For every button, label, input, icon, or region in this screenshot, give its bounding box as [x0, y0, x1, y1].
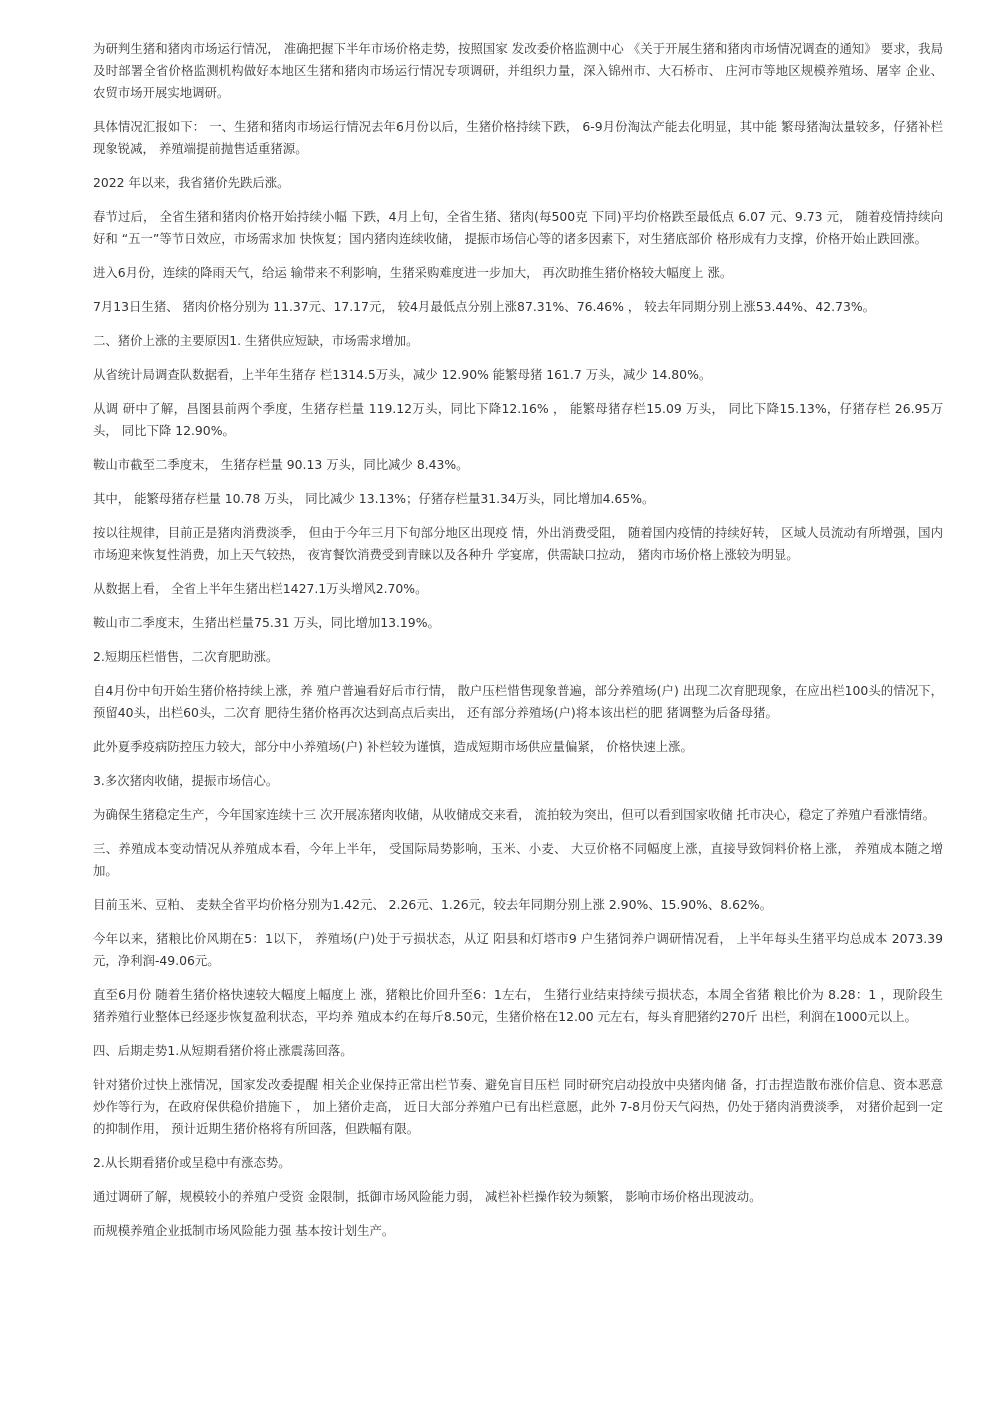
- paragraph: 从数据上看， 全省上半年生猪出栏1427.1万头增风2.70%。: [93, 581, 428, 596]
- paragraph: 目前玉米、豆粕、 麦麸全省平均价格分别为1.42元、 2.26元、1.26元，较去年同期分别上涨 2.90%、15.90%、8.62%。: [93, 897, 773, 912]
- paragraph: 按以往规律，目前正是猪肉消费淡季， 但由于今年三月下旬部分地区出现疫 情，外出消费受阻， 随着国内疫情的持续好转， 区域人员流动有所增强，国内市场迎来恢复性消费，加上天气较热， 夜宵餐饮消费受到青睐以及各种升 学宴席，供需缺口拉动， 猪肉市场价格上涨较为明显。: [93, 525, 943, 562]
- paragraph: 从调 研中了解，昌图县前两个季度，生猪存栏量 119.12万头，同比下降12.16% ， 能繁母猪存栏15.09 万头， 同比下降15.13%，仔猪存栏 26.95万头， 同比下降 12.90%。: [93, 401, 943, 438]
- section-heading: 三、养殖成本变动情况从养殖成本看，今年上半年， 受国际局势影响，玉米、小麦、 大豆价格不同幅度上涨，直接导致饲料价格上涨， 养殖成本随之增加。: [93, 841, 943, 878]
- section-heading: 二、猪价上涨的主要原因1. 生猪供应短缺，市场需求增加。: [93, 333, 419, 348]
- paragraph: 7月13日生猪、 猪肉价格分别为 11.37元、17.17元， 较4月最低点分别上涨87.31%、76.46% ， 较去年同期分别上涨53.44%、42.73%。: [93, 299, 875, 314]
- paragraph: 今年以来，猪粮比价风期在5：1以下， 养殖场(户)处于亏损状态，从辽 阳县和灯塔市9 户生猪饲养户调研情况看， 上半年每头生猪平均总成本 2073.39元，净利润-49.06元。: [93, 931, 943, 968]
- paragraph: 其中， 能繁母猪存栏量 10.78 万头， 同比减少 13.13%；仔猪存栏量31.34万头，同比增加4.65%。: [93, 491, 655, 506]
- sub-heading: 2.短期压栏惜售，二次育肥助涨。: [93, 649, 279, 664]
- paragraph: 此外夏季疫病防控压力较大，部分中小养殖场(户) 补栏较为谨慎，造成短期市场供应量偏紧， 价格快速上涨。: [93, 739, 693, 754]
- paragraph: 针对猪价过快上涨情况，国家发改委提醒 相关企业保持正常出栏节奏、避免盲目压栏 同时研究启动投放中央猪肉储 备，打击捏造散布涨价信息、资本恶意炒作等行为，在政府保供稳价措施下 ， 加上猪价走高， 近日大部分养殖户已有出栏意愿，此外 7-8月份天气闷热，仍处于猪肉消费淡季， 对猪价起到一定的抑制作用， 预计近期生猪价格将有所回落，但跌幅有限。: [93, 1077, 943, 1136]
- paragraph: 而规模养殖企业抵制市场风险能力强 基本按计划生产。: [93, 1223, 395, 1238]
- document-body: [93, 38, 943, 1254]
- paragraph: 2022 年以来，我省猪价先跌后涨。: [93, 175, 290, 190]
- paragraph: 鞍山市二季度末，生猪出栏量75.31 万头，同比增加13.19%。: [93, 615, 440, 630]
- paragraph: 从省统计局调查队数据看，上半年生猪存 栏1314.5万头，减少 12.90% 能繁母猪 161.7 万头，减少 14.80%。: [93, 367, 712, 382]
- paragraph: 自4月份中旬开始生猪价格持续上涨，养 殖户普遍看好后市行情， 散户压栏惜售现象普遍，部分养殖场(户) 出现二次育肥现象，在应出栏100头的情况下， 预留40头，出栏60头，二次育 肥待生猪价格再次达到高点后卖出， 还有部分养殖场(户)将本该出栏的肥 猪调整为后备母猪。: [93, 683, 943, 720]
- paragraph: 为确保生猪稳定生产，今年国家连续十三 次开展冻猪肉收储，从收储成交来看， 流拍较为突出，但可以看到国家收储 托市决心，稳定了养殖户看涨情绪。: [93, 807, 935, 822]
- paragraph: 具体情况汇报如下： 一、生猪和猪肉市场运行情况去年6月份以后，生猪价格持续下跌， 6-9月份淘汰产能去化明显，其中能 繁母猪淘汰量较多，仔猪补栏现象锐减， 养殖端提前抛售适重猪源。: [93, 119, 943, 156]
- sub-heading: 3.多次猪肉收储，提振市场信心。: [93, 773, 279, 788]
- paragraph: 进入6月份，连续的降雨天气，给运 输带来不利影响，生猪采购难度进一步加大， 再次助推生猪价格较大幅度上 涨。: [93, 265, 733, 280]
- sub-heading: 2.从长期看猪价或呈稳中有涨态势。: [93, 1155, 291, 1170]
- paragraph: 通过调研了解，规模较小的养殖户受资 金限制，抵御市场风险能力弱， 减栏补栏操作较为频繁， 影响市场价格出现波动。: [93, 1189, 762, 1204]
- paragraph: 直至6月份 随着生猪价格快速较大幅度上幅度上 涨，猪粮比价回升至6：1左右， 生猪行业结束持续亏损状态，本周全省猪 粮比价为 8.28：1 ，现阶段生猪养殖行业整体已经逐步恢复盈利状态，平均养 殖成本约在每斤8.50元，生猪价格在12.00 元左右，每头育肥猪约270斤 出栏，利润在1000元以上。: [93, 987, 943, 1024]
- paragraph: 鞍山市截至二季度末， 生猪存栏量 90.13 万头，同比减少 8.43%。: [93, 457, 469, 472]
- section-heading: 四、后期走势1.从短期看猪价将止涨震荡回落。: [93, 1043, 353, 1058]
- paragraph: 为研判生猪和猪肉市场运行情况， 准确把握下半年市场价格走势，按照国家 发改委价格监测中心 《关于开展生猪和猪肉市场情况调查的通知》 要求，我局及时部署全省价格监测机构做好本地区生猪和猪肉市场运行情况专项调研，并组织力量，深入锦州市、大石桥市、 庄河市等地区规模养殖场、屠宰 企业、农贸市场开展实地调研。: [93, 41, 943, 100]
- paragraph: 春节过后， 全省生猪和猪肉价格开始持续小幅 下跌，4月上旬，全省生猪、猪肉(每500克 下同)平均价格跌至最低点 6.07 元、9.73 元， 随着疫情持续向好和 “五一”等节日效应，市场需求加 快恢复；国内猪肉连续收储， 提振市场信心等的诸多因素下，对生猪底部价 格形成有力支撑，价格开始止跌回涨。: [93, 209, 943, 246]
